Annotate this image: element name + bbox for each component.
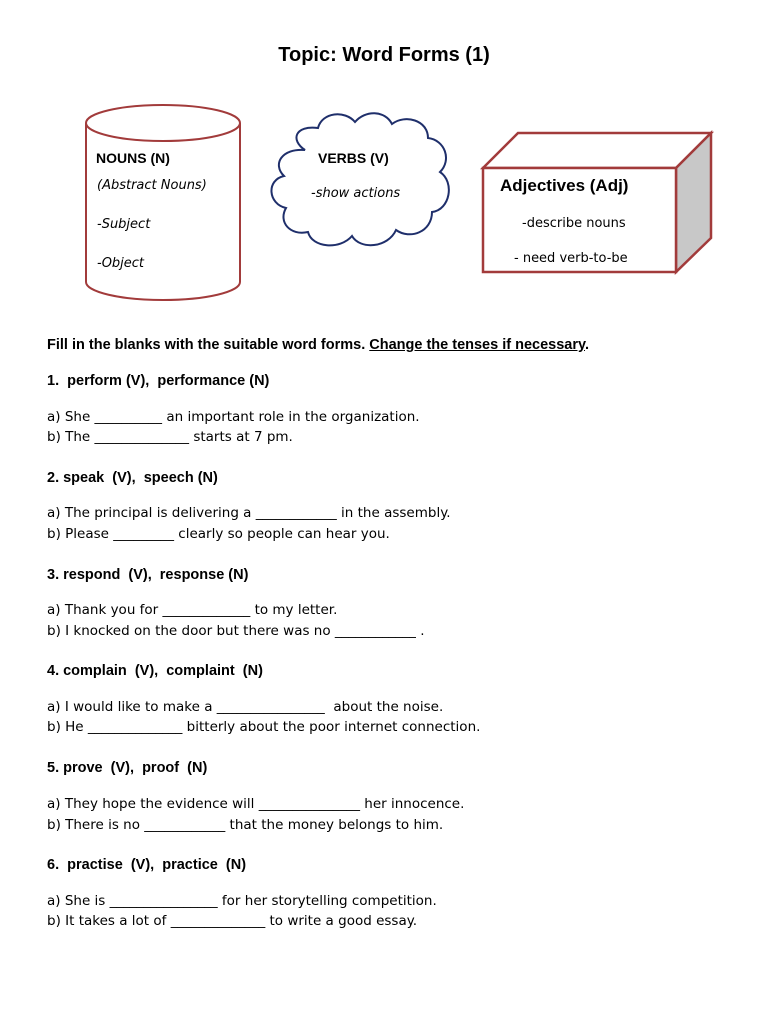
question-6-heading: 6. practise (V), practice (N): [47, 857, 247, 873]
question-5-heading: 5. prove (V), proof (N): [47, 760, 208, 776]
question-2a: a) The principal is delivering a ____________ in the assembly.: [47, 505, 451, 521]
question-1b: b) The ______________ starts at 7 pm.: [47, 429, 293, 445]
question-4-heading: 4. complain (V), complaint (N): [47, 663, 263, 679]
question-4b: b) He ______________ bitterly about the poor internet connection.: [47, 719, 481, 735]
page-title: Topic: Word Forms (1): [278, 44, 490, 66]
adjectives-heading: Adjectives (Adj): [500, 176, 629, 195]
nouns-subject-label: -Subject: [97, 217, 151, 232]
verbs-show-actions-label: -show actions: [311, 186, 401, 201]
nouns-abstract-label: (Abstract Nouns): [97, 178, 207, 193]
nouns-heading: NOUNS (N): [96, 150, 170, 166]
question-1-heading: 1. perform (V), performance (N): [47, 373, 270, 389]
verbs-heading: VERBS (V): [318, 150, 389, 166]
question-3b: b) I knocked on the door but there was no ____________ .: [47, 623, 425, 639]
verbs-cloud: [271, 113, 448, 245]
question-3-heading: 3. respond (V), response (N): [47, 567, 249, 583]
question-6b: b) It takes a lot of ______________ to write a good essay.: [47, 913, 418, 929]
question-5a: a) They hope the evidence will _______________ her innocence.: [47, 796, 465, 812]
question-2-heading: 2. speak (V), speech (N): [47, 470, 218, 486]
question-2b: b) Please _________ clearly so people can hear you.: [47, 526, 390, 542]
instruction-text: [47, 337, 589, 353]
question-6a: a) She is ________________ for her storytelling competition.: [47, 893, 437, 909]
adjectives-verb-to-be-label: - need verb-to-be: [514, 251, 628, 266]
instruction-end: .: [584, 337, 590, 353]
adjectives-describe-label: -describe nouns: [522, 216, 626, 231]
nouns-object-label: -Object: [97, 256, 145, 271]
question-3a: a) Thank you for _____________ to my letter.: [47, 602, 338, 618]
instruction-underlined: Change the tenses if necessary: [369, 337, 585, 353]
question-1a: a) She __________ an important role in the organization.: [47, 409, 420, 425]
question-5b: b) There is no ____________ that the money belongs to him.: [47, 817, 444, 833]
question-4a: a) I would like to make a ________________ about the noise.: [47, 699, 444, 715]
instruction-main: Fill in the blanks with the suitable word forms.: [47, 337, 370, 353]
